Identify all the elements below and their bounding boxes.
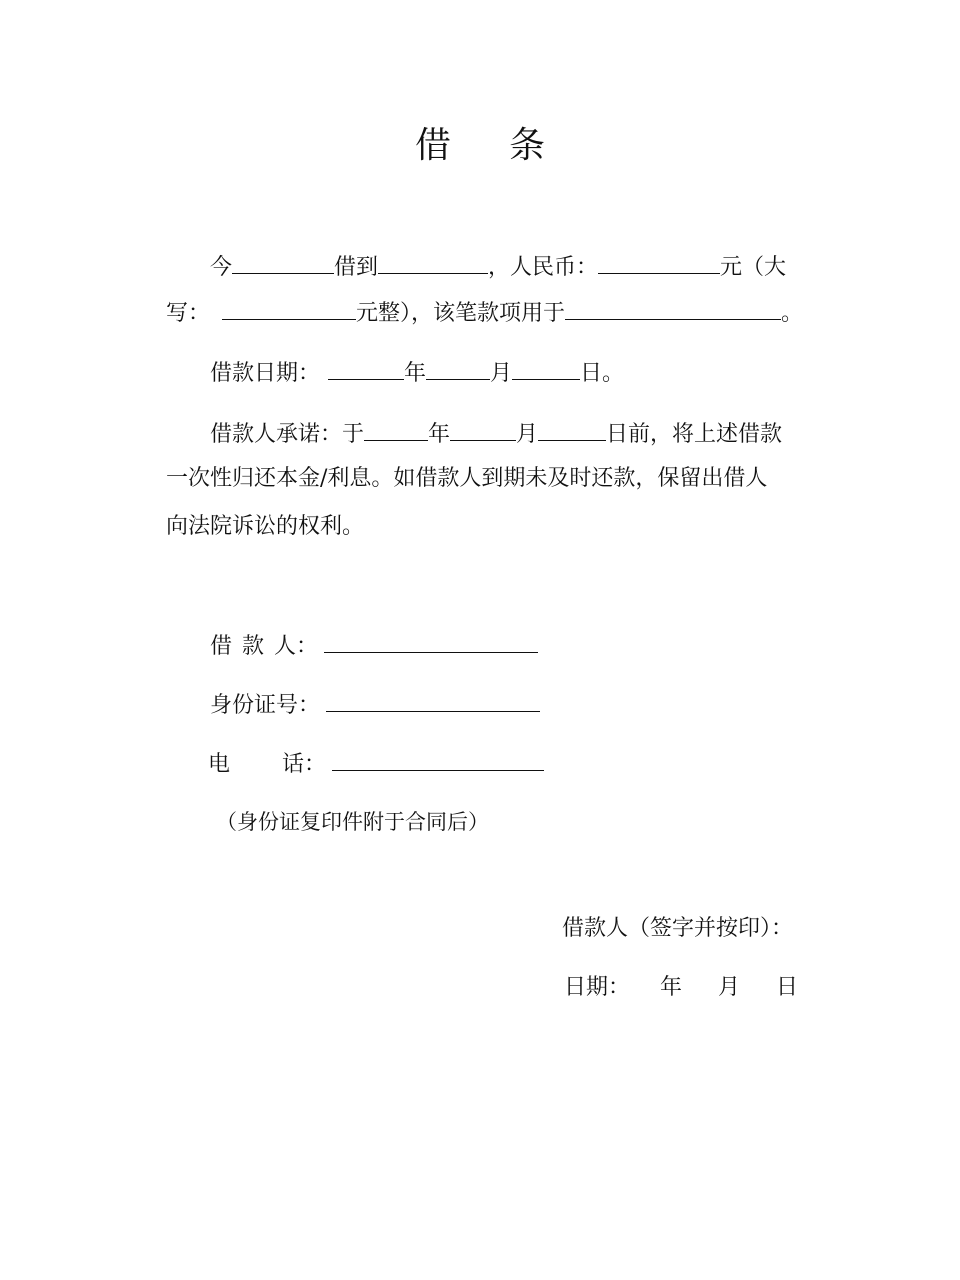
borrower-label-1: 借 — [210, 634, 233, 659]
repay-day-label: 日前，将上述借款 — [606, 422, 783, 447]
borrower-row — [210, 630, 538, 662]
id-number-field[interactable] — [326, 689, 540, 712]
para1-period: 。 — [781, 301, 804, 326]
loan-date-row — [210, 357, 624, 389]
purpose-field[interactable] — [565, 297, 781, 320]
repay-day-field[interactable] — [538, 418, 606, 441]
id-copy-note: （身份证复印件附于合同后） — [216, 810, 489, 834]
rmb-label: ，人民币： — [488, 255, 599, 280]
title-char-1: 借 — [414, 125, 451, 166]
promise-line2: 一次性归还本金/利息。如借款人到期未及时还款，保留出借人 — [166, 466, 768, 491]
amount-uppercase-field[interactable] — [222, 297, 356, 320]
signature-year-label: 年 — [660, 975, 683, 1000]
repay-year-field[interactable] — [364, 418, 428, 441]
loan-month-label: 月 — [490, 361, 513, 386]
repay-month-label: 月 — [516, 422, 539, 447]
loan-day-label: 日。 — [580, 361, 625, 386]
borrowed-item-field[interactable] — [378, 251, 488, 274]
signature-label: 借款人（签字并按印）： — [562, 916, 794, 941]
promise-label: 借款人承诺：于 — [210, 422, 365, 447]
borrowed-from-label: 借到 — [334, 255, 379, 280]
repay-month-field[interactable] — [450, 418, 516, 441]
promise-line1 — [210, 418, 782, 450]
loan-month-field[interactable] — [426, 357, 490, 380]
id-number-label: 身份证号： — [210, 693, 321, 718]
loan-year-label: 年 — [404, 361, 427, 386]
para1-line2 — [166, 297, 803, 329]
phone-label-2: 话： — [282, 752, 327, 777]
loan-date-label: 借款日期： — [210, 361, 321, 386]
title-char-2: 条 — [509, 125, 546, 166]
phone-field[interactable] — [332, 748, 544, 771]
phone-row — [208, 748, 544, 780]
yuan-daxie-label: 元（大 — [720, 255, 787, 280]
signature-day-label: 日 — [776, 975, 799, 1000]
document-title — [0, 124, 960, 168]
daxie-label: 写： — [166, 301, 211, 326]
amount-field[interactable] — [598, 251, 720, 274]
borrower-label-2: 款 — [242, 634, 265, 659]
para1-line1 — [210, 251, 786, 283]
lender-name-field[interactable] — [232, 251, 334, 274]
borrower-name-field[interactable] — [324, 630, 538, 653]
phone-label-1: 电 — [208, 752, 231, 777]
signature-month-label: 月 — [718, 975, 741, 1000]
borrower-label-3: 人： — [274, 634, 319, 659]
purpose-label: 元整），该笔款项用于 — [356, 301, 566, 326]
promise-line3: 向法院诉讼的权利。 — [166, 514, 365, 539]
loan-year-field[interactable] — [328, 357, 404, 380]
id-number-row — [210, 689, 540, 721]
signature-date-row — [564, 973, 798, 1003]
repay-year-label: 年 — [428, 422, 451, 447]
loan-day-field[interactable] — [512, 357, 580, 380]
today-label: 今 — [210, 255, 233, 280]
signature-date-label: 日期： — [564, 975, 631, 1000]
